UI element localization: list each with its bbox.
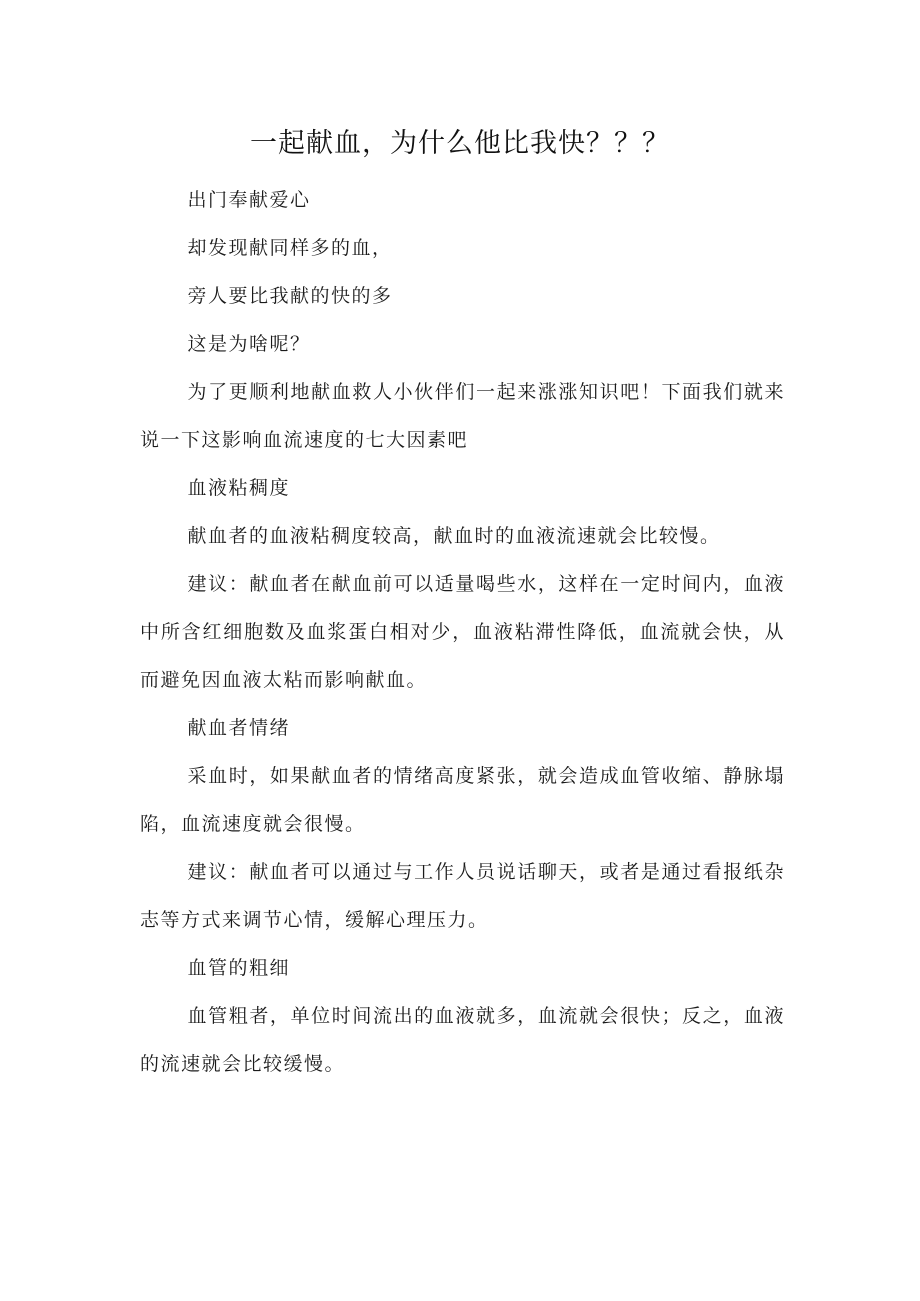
paragraph-emotion-advice: 建议：献血者可以通过与工作人员说话聊天，或者是通过看报纸杂志等方式来调节心情，缓解心理压力。 (140, 861, 785, 931)
document-title: 一起献血，为什么他比我快？？？ (250, 128, 670, 159)
paragraph-viscosity-advice: 建议：献血者在献血前可以适量喝些水，这样在一定时间内，血液中所含红细胞数及血浆蛋白相对少，血液粘滞性降低，血流就会快，从而避免因血液太粘而影响献血。 (140, 573, 785, 691)
section-heading-vessel-size: 血管的粗细 (187, 957, 291, 979)
paragraph-intro-1: 出门奉献爱心 (187, 189, 311, 211)
paragraph-intro-3: 旁人要比我献的快的多 (187, 285, 393, 307)
paragraph-viscosity-explanation: 献血者的血液粘稠度较高，献血时的血液流速就会比较慢。 (187, 525, 721, 547)
document-body (140, 176, 785, 1088)
section-heading-donor-emotion: 献血者情绪 (187, 717, 291, 739)
paragraph-intro-lead: 为了更顺利地献血救人小伙伴们一起来涨涨知识吧！下面我们就来说一下这影响血流速度的七大因素吧 (140, 381, 785, 451)
paragraph-intro-2: 却发现献同样多的血， (187, 237, 393, 259)
paragraph-vessel-explanation: 血管粗者，单位时间流出的血液就多，血流就会很快；反之，血液的流速就会比较缓慢。 (140, 1005, 785, 1075)
section-heading-blood-viscosity: 血液粘稠度 (187, 477, 291, 499)
paragraph-emotion-explanation: 采血时，如果献血者的情绪高度紧张，就会造成血管收缩、静脉塌陷，血流速度就会很慢。 (140, 765, 785, 835)
paragraph-intro-question: 这是为啥呢？ (187, 333, 311, 355)
